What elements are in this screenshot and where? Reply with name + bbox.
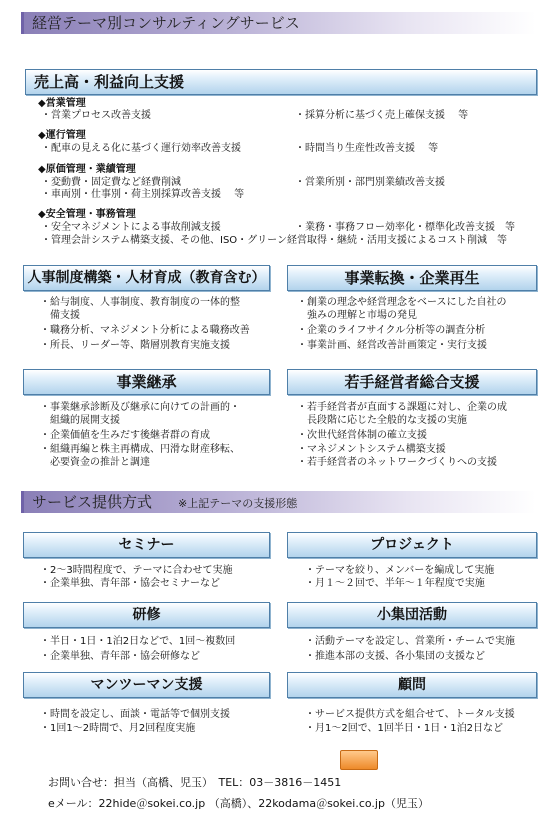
sales-support-title: 売上高・利益向上支援 xyxy=(34,73,185,91)
sales-item: ・変動費・固定費など経費削減 xyxy=(41,177,181,188)
young-manager-line: ・マネジメントシステム構築支援 xyxy=(297,444,446,455)
young-manager-line: ・次世代経営体制の確立支援 xyxy=(297,430,427,441)
hr-line: 備支援 xyxy=(40,310,80,321)
project-line: ・月１～２回で、半年～１年程度で実施 xyxy=(305,578,485,589)
seminar-title: セミナー xyxy=(118,537,175,553)
sales-item: ・時間当り生産性改善支援 等 xyxy=(295,143,439,154)
sales-item: ・業務・事務フロー効率化・標準化改善支援 等 xyxy=(295,222,515,233)
page-title-band xyxy=(21,12,536,34)
category-safety-mgmt: ◆安全管理・事務管理 xyxy=(38,209,136,220)
sales-item: ・車両別・仕事別・荷主別採算改善支援 等 xyxy=(41,189,245,200)
category-sales-mgmt: ◆営業管理 xyxy=(38,98,86,109)
sales-item: ・管理会計システム構築支援、その他、ISO・グリーン経営取得・継続・活用支援によるコスト削減 等 xyxy=(41,235,507,246)
advisor-line: ・月1～2回で、1回半日・1日・1泊2日など xyxy=(305,723,503,734)
turnaround-line: ・事業計画、経営改善計画策定・実行支援 xyxy=(297,340,487,351)
one-on-one-line: ・1回1～2時間で、月2回程度実施 xyxy=(40,723,196,734)
sales-support-header xyxy=(25,69,537,95)
seminar-header xyxy=(23,532,270,558)
advisor-line: ・サービス提供方式を組合せて、トータル支援 xyxy=(305,709,515,720)
young-manager-line: ・若手経営者が直面する課題に対し、企業の成 xyxy=(297,402,507,413)
young-manager-title: 若手経営者総合支援 xyxy=(344,373,480,391)
succession-line: ・企業価値を生みだす後継者群の育成 xyxy=(40,430,210,441)
hr-line: ・給与制度、人事制度、教育制度の一体的整 xyxy=(40,297,240,308)
hr-title: 人事制度構築・人材育成（教育含む） xyxy=(27,270,266,286)
succession-line: ・事業継承診断及び継承に向けての計画的・ xyxy=(40,402,240,413)
page-title: 経営テーマ別コンサルティングサービス xyxy=(32,14,300,32)
training-line: ・企業単独、青年部・協会研修など xyxy=(40,651,200,662)
advisor-title: 顧問 xyxy=(398,677,426,693)
seminar-line: ・企業単独、青年部・協会セミナーなど xyxy=(40,578,220,589)
succession-title: 事業継承 xyxy=(116,373,177,391)
sales-item: ・採算分析に基づく売上確保支援 等 xyxy=(295,110,469,121)
sales-item: ・営業所別・部門別業績改善支援 xyxy=(295,177,445,188)
category-operation-mgmt: ◆運行管理 xyxy=(38,130,86,141)
project-line: ・テーマを絞り、メンバーを編成して実施 xyxy=(305,565,495,576)
sales-item: ・営業プロセス改善支援 xyxy=(41,110,151,121)
succession-header xyxy=(23,369,270,395)
one-on-one-title: マンツーマン支援 xyxy=(90,677,203,693)
hr-line: ・所長、リーダー等、階層別教育実施支援 xyxy=(40,340,230,351)
small-group-title: 小集団活動 xyxy=(377,607,447,623)
training-line: ・半日・1日・1泊2日などで、1回～複数回 xyxy=(40,636,236,647)
category-cost-mgmt: ◆原価管理・業績管理 xyxy=(38,164,136,175)
seminar-line: ・2～3時間程度で、テーマに合わせて実施 xyxy=(40,565,233,576)
project-header xyxy=(287,532,537,558)
turnaround-line: ・企業のライフサイクル分析等の調査分析 xyxy=(297,325,486,336)
small-group-header xyxy=(287,602,537,628)
service-title: サービス提供方式 xyxy=(32,493,153,511)
contact-phone: お問い合せ：担当（高橋、児玉） TEL：03－3816－1451 xyxy=(48,776,342,789)
sales-item: ・安全マネジメントによる事故削減支援 xyxy=(41,222,221,233)
young-manager-line: ・若手経営者のネットワークづくりへの支援 xyxy=(297,457,497,468)
turnaround-title: 事業転換・企業再生 xyxy=(344,269,480,287)
contact-link-button[interactable] xyxy=(340,750,378,770)
small-group-line: ・推進本部の支援、各小集団の支援など xyxy=(305,651,485,662)
training-header xyxy=(23,602,270,628)
hr-header xyxy=(23,265,270,291)
young-manager-header xyxy=(287,369,537,395)
succession-line: 組織的展開支援 xyxy=(40,415,120,426)
sales-item: ・配車の見える化に基づく運行効率改善支援 xyxy=(41,143,241,154)
hr-line: ・職務分析、マネジメント分析による職務改善 xyxy=(40,325,250,336)
one-on-one-line: ・時間を設定し、面談・電話等で個別支援 xyxy=(40,709,230,720)
project-title: プロジェクト xyxy=(370,537,454,553)
young-manager-line: 長段階に応じた全般的な支援の実施 xyxy=(297,415,467,426)
turnaround-line: 強みの理解と市場の発見 xyxy=(297,310,417,321)
succession-line: 必要資金の推計と調達 xyxy=(40,457,150,468)
advisor-header xyxy=(287,672,537,698)
small-group-line: ・活動テーマを設定し、営業所・チームで実施 xyxy=(305,636,515,647)
succession-line: ・組織再編と株主再構成、円滑な財産移転、 xyxy=(40,444,240,455)
turnaround-header xyxy=(287,265,537,291)
training-title: 研修 xyxy=(132,607,161,623)
one-on-one-header xyxy=(23,672,270,698)
service-band xyxy=(21,491,536,513)
turnaround-line: ・創業の理念や経営理念をベースにした自社の xyxy=(297,297,507,308)
service-note: ※上記テーマの支援形態 xyxy=(178,497,298,510)
contact-email: eメール：22hide＠sokei.co.jp （高橋）、22kodama＠sokei.co.jp（児玉） xyxy=(48,797,429,810)
